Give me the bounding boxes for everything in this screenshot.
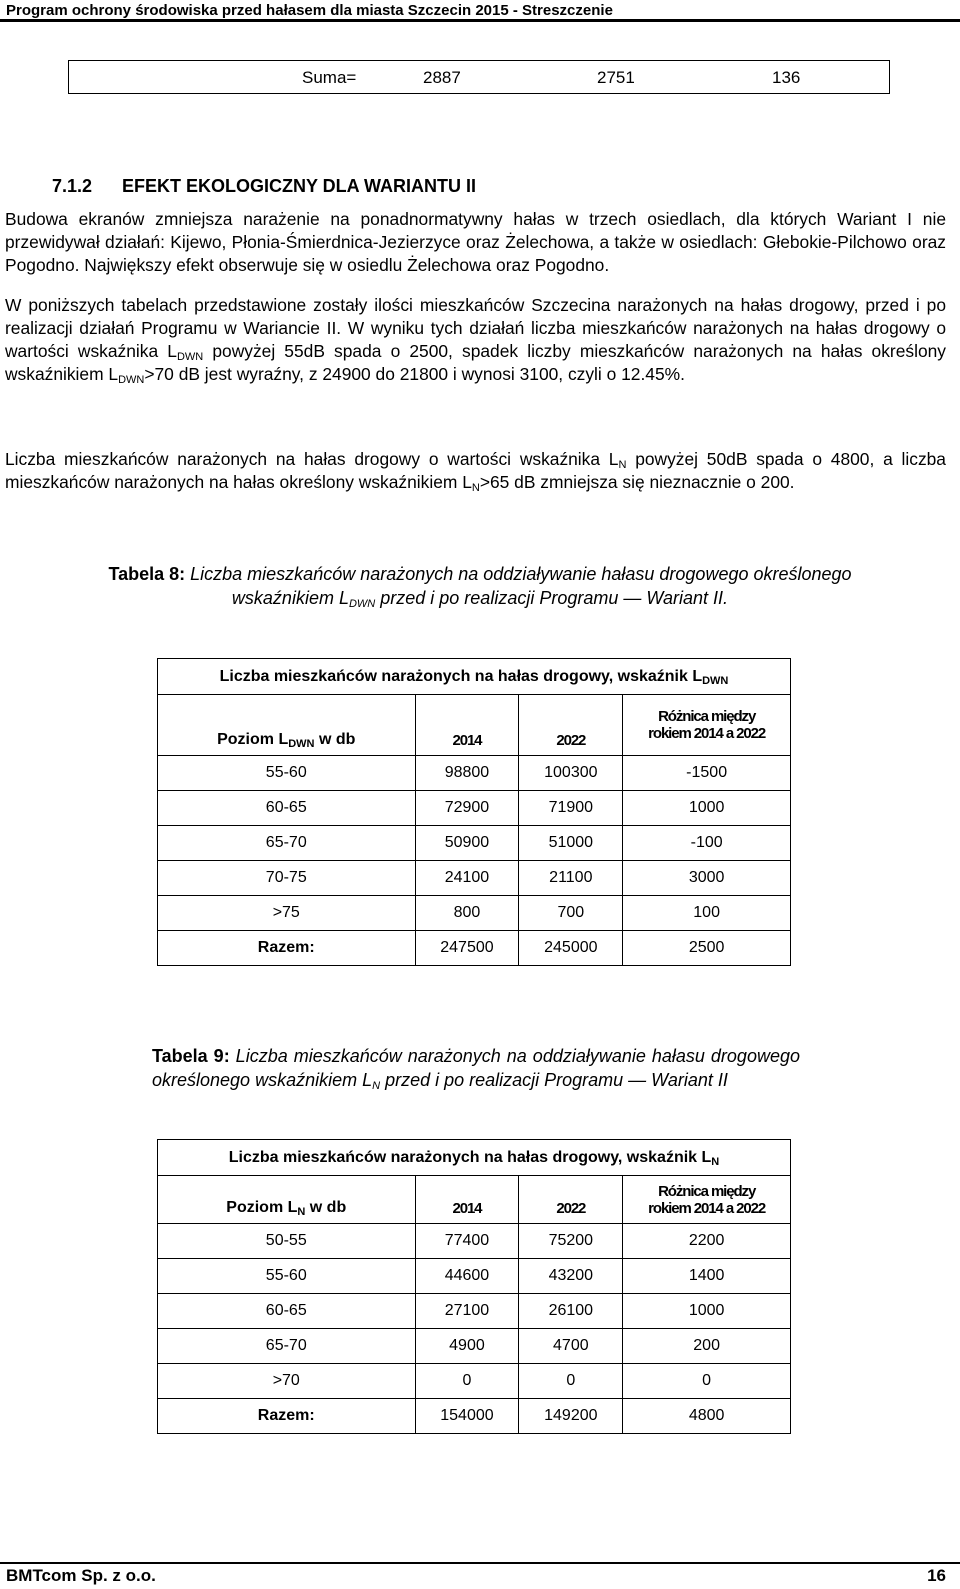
suma-value-diff: 136 [772, 68, 801, 87]
table-cell: 3000 [623, 861, 791, 896]
table-cell: 100 [623, 896, 791, 931]
section-number: 7.1.2 [52, 176, 93, 196]
table-cell: >75 [158, 896, 416, 931]
table-row [158, 1224, 791, 1259]
table-row [158, 756, 791, 791]
table-cell: 55-60 [158, 756, 416, 791]
table-cell: 71900 [519, 791, 623, 826]
table-row [158, 826, 791, 861]
table-cell: 77400 [415, 1224, 519, 1259]
table-cell: 55-60 [158, 1259, 416, 1294]
table-cell: 24100 [415, 861, 519, 896]
table8 [157, 658, 791, 966]
table8-col-2022: 2022 [519, 695, 623, 756]
table-row [158, 896, 791, 931]
table9-caption: Tabela 9: Liczba mieszkańców narażonych na oddziaływanie hałasu drogowego określonego wskaźnikiem $L_N$ przed i po realizacji Programu — Wariant II [152, 1046, 800, 1092]
table-row [158, 1329, 791, 1364]
table9-col-level: Poziom $L_N$ w db [158, 1176, 416, 1224]
table-cell: 247500 [415, 931, 519, 966]
table-cell: 2500 [623, 931, 791, 966]
table8-title: Liczba mieszkańców narażonych na hałas drogowy, wskaźnik $L_{DWN}$ [158, 659, 791, 695]
table8-title-row [158, 659, 791, 695]
table-cell: 65-70 [158, 1329, 416, 1364]
section-title: EFEKT EKOLOGICZNY DLA WARIANTU II [122, 176, 476, 196]
table9-body [158, 1224, 791, 1399]
table-cell: -1500 [623, 756, 791, 791]
table-cell: 4800 [623, 1399, 791, 1434]
table-cell: 154000 [415, 1399, 519, 1434]
paragraph-3: Liczba mieszkańców narażonych na hałas drogowy o wartości wskaźnika $L_N$ powyżej 50dB spada o 4800, a liczba mieszkańców narażonych na hałas określony wskaźnikiem $L_N>65$ dB zmniejsza się nieznacznie o 200. [5, 449, 946, 494]
table-cell: 100300 [519, 756, 623, 791]
footer-company: BMTcom Sp. z o.o. [6, 1566, 156, 1585]
table-cell: 44600 [415, 1259, 519, 1294]
table-cell: 60-65 [158, 1294, 416, 1329]
table-row [158, 1364, 791, 1399]
table8-total-row [158, 931, 791, 966]
paragraph-1: Budowa ekranów zmniejsza narażenie na ponadnormatywny hałas w trzech osiedlach, dla których Wariant I nie przewidywał działań: Kijewo, Płonia-Śmierdnica-Jezierzyce oraz Żelechowa, a także w osiedlach: Głebokie-Pilchowo oraz Pogodno. Największy efekt obserwuje się w osiedlu Żelechowa oraz Pogodno. [5, 209, 946, 275]
paragraph-2: W poniższych tabelach przedstawione zostały ilości mieszkańców Szczecina narażonych na hałas drogowy, przed i po realizacji działań Programu w Wariancie II. W wyniku tych działań liczba mieszkańców narażonych na hałas drogowy o wartości wskaźnika $L_{DWN}$ powyżej 55dB spada o 2500, spadek liczby mieszkańców narażonych na hałas określony wskaźnikiem $L_{DWN}>70$ dB jest wyraźny, z 24900 do 21800 i wynosi 3100, czyli o 12.45%. [5, 295, 946, 386]
table-cell: -100 [623, 826, 791, 861]
table-cell: 21100 [519, 861, 623, 896]
suma-label: Suma= [302, 68, 357, 87]
table-row [158, 1294, 791, 1329]
table8-col-diff: Różnica między rokiem 2014 a 2022 [623, 695, 791, 756]
table-cell: 0 [623, 1364, 791, 1399]
table-cell: 27100 [415, 1294, 519, 1329]
table8-caption: Tabela 8: Liczba mieszkańców narażonych na oddziaływanie hałasu drogowego określonego wskaźnikiem $L_{DWN}$ przed i po realizacji Programu — Wariant II. [108, 564, 852, 610]
table-cell: 50900 [415, 826, 519, 861]
page-number: 16 [927, 1566, 946, 1585]
table-cell: 65-70 [158, 826, 416, 861]
table-cell: 0 [415, 1364, 519, 1399]
table-cell: 75200 [519, 1224, 623, 1259]
document-header [0, 0, 960, 22]
section-heading [52, 176, 476, 197]
table-cell: 60-65 [158, 791, 416, 826]
table-cell: 0 [519, 1364, 623, 1399]
table-cell: 1400 [623, 1259, 791, 1294]
suma-value-2014: 2887 [423, 68, 461, 87]
table-cell: 50-55 [158, 1224, 416, 1259]
table-cell: 1000 [623, 791, 791, 826]
document-footer [0, 1562, 960, 1589]
table9-title-row [158, 1140, 791, 1176]
table-cell: 26100 [519, 1294, 623, 1329]
table-cell: 2200 [623, 1224, 791, 1259]
table-cell: Razem: [158, 1399, 416, 1434]
table-row [158, 791, 791, 826]
suma-value-2022: 2751 [597, 68, 635, 87]
table-cell: 149200 [519, 1399, 623, 1434]
table9-total-row [158, 1399, 791, 1434]
table-cell: 245000 [519, 931, 623, 966]
table-cell: 51000 [519, 826, 623, 861]
table-cell: 1000 [623, 1294, 791, 1329]
table-cell: 4700 [519, 1329, 623, 1364]
table-row [158, 1259, 791, 1294]
table-cell: 43200 [519, 1259, 623, 1294]
table-cell: >70 [158, 1364, 416, 1399]
table-cell: 200 [623, 1329, 791, 1364]
table-cell: 4900 [415, 1329, 519, 1364]
table9-col-diff: Różnica między rokiem 2014 a 2022 [623, 1176, 791, 1224]
table-cell: 98800 [415, 756, 519, 791]
table-cell: Razem: [158, 931, 416, 966]
table8-header-row [158, 695, 791, 756]
table8-col-2014: 2014 [415, 695, 519, 756]
table9-header-row [158, 1176, 791, 1224]
table-cell: 72900 [415, 791, 519, 826]
table-row [158, 861, 791, 896]
table9 [157, 1139, 791, 1434]
table-cell: 800 [415, 896, 519, 931]
document-title: Program ochrony środowiska przed hałasem dla miasta Szczecin 2015 - Streszczenie [6, 2, 613, 19]
suma-row [68, 60, 890, 94]
table9-col-2014: 2014 [415, 1176, 519, 1224]
table-cell: 70-75 [158, 861, 416, 896]
table9-title: Liczba mieszkańców narażonych na hałas drogowy, wskaźnik $L_N$ [158, 1140, 791, 1176]
table9-col-2022: 2022 [519, 1176, 623, 1224]
table8-col-level: Poziom $L_{DWN}$ w db [158, 695, 416, 756]
table-cell: 700 [519, 896, 623, 931]
table8-body [158, 756, 791, 931]
